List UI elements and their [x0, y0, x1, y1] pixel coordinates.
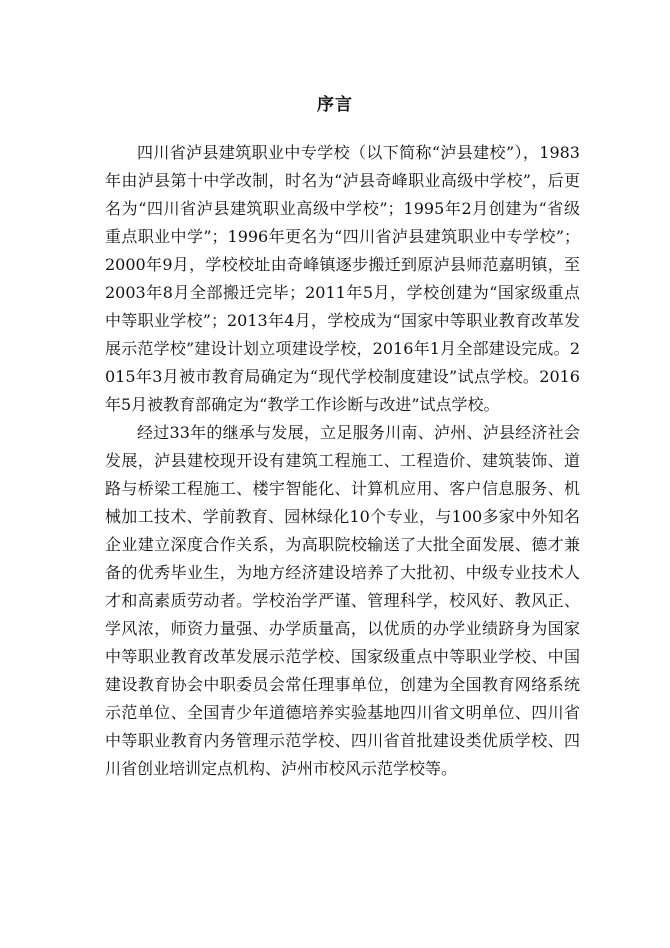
document-body: [105, 139, 580, 783]
page-title: 序言: [317, 95, 353, 115]
paragraph-2: 经过33年的继承与发展，立足服务川南、泸州、泸县经济社会发展，泸县建校现开设有建筑工程施工、工程造价、建筑装饰、道路与桥梁工程施工、楼宇智能化、计算机应用、客户信息服务、机械加工技术、学前教育、园林绿化10个专业，与100多家中外知名企业建立深度合作关系，为高职院校输送了大批全面发展、德才兼备的优秀毕业生，为地方经济建设培养了大批初、中级专业技术人才和高素质劳动者。学校治学严谨、管理科学，校风好、教风正、学风浓，师资力量强、办学质量高，以优质的办学业绩跻身为国家中等职业教育改革发展示范学校、国家级重点中等职业学校、中国建设教育协会中职委员会常任理事单位，创建为全国教育网络系统示范单位、全国青少年道德培养实验基地四川省文明单位、四川省中等职业教育内务管理示范学校、四川省首批建设类优质学校、四川省创业培训定点机构、泸州市校风示范学校等。: [105, 423, 580, 778]
paragraph-1: 四川省泸县建筑职业中专学校（以下简称“泸县建校”），1983年由泸县第十中学改制，时名为“泸县奇峰职业高级中学校”，后更名为“四川省泸县建筑职业高级中学校”；1995年2月创建为“省级重点职业中学”；1996年更名为“四川省泸县建筑职业中专学校”；2000年9月，学校校址由奇峰镇逐步搬迁到原泸县师范嘉明镇，至2003年8月全部搬迁完毕；2011年5月，学校创建为“国家级重点中等职业学校”；2013年4月，学校成为“国家中等职业教育改革发展示范学校”建设计划立项建设学校，2016年1月全部建设完成。2015年3月被市教育局确定为“现代学校制度建设”试点学校。2016年5月被教育部确定为“教学工作诊断与改进”试点学校。: [105, 143, 580, 414]
